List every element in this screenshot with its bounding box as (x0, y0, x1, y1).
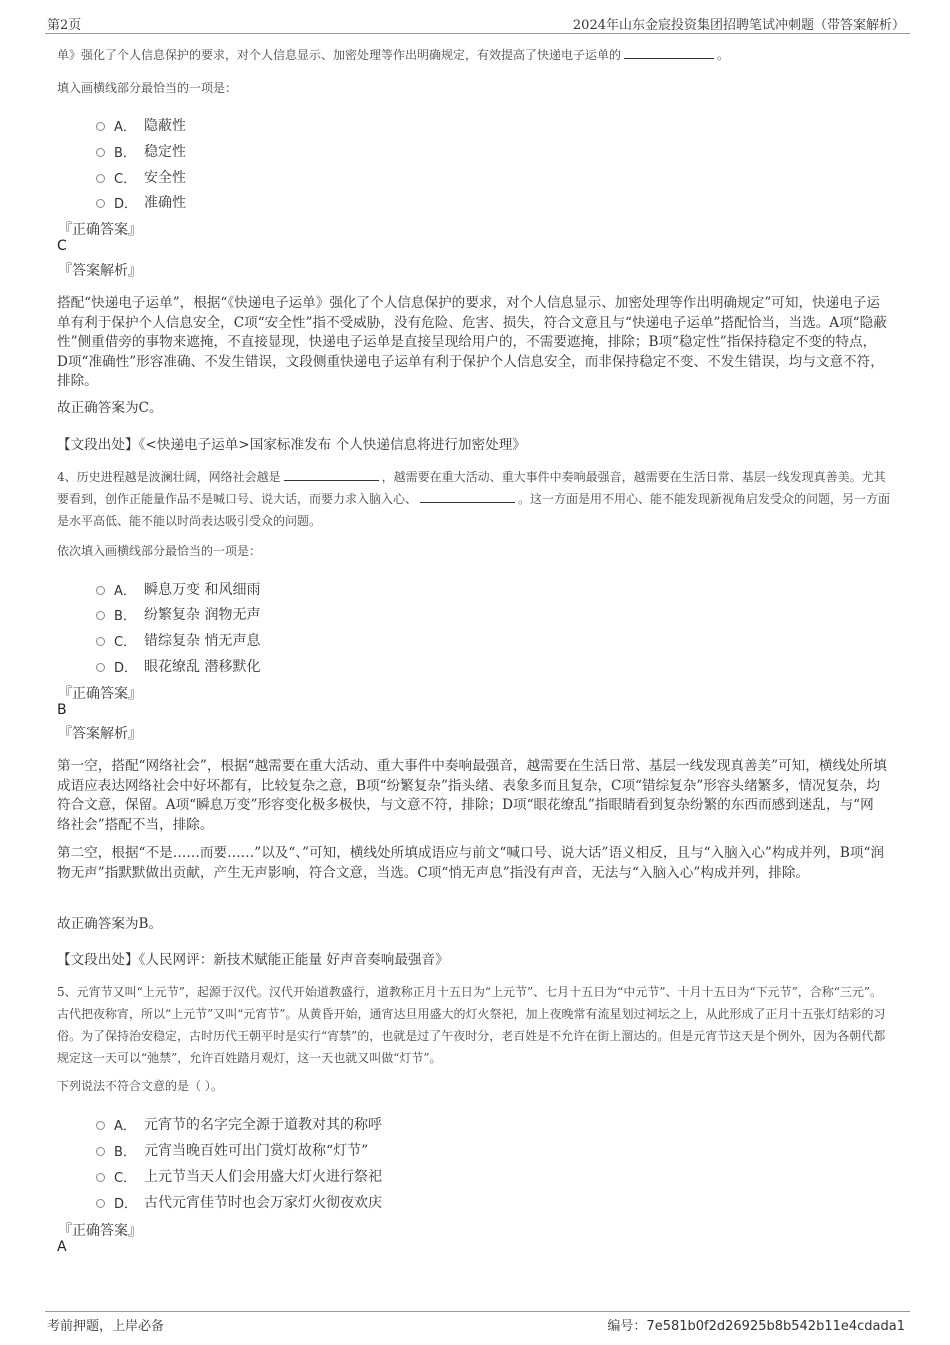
page-number: 第2页 (47, 18, 82, 33)
footer-code-value: 7e581b0f2d26925b8b542b11e4cdada1 (646, 1319, 905, 1334)
q5-option-c[interactable] (96, 1166, 382, 1186)
option-letter: A． (114, 1118, 136, 1134)
q3-prompt: 填入画横线部分最恰当的一项是： (57, 81, 238, 95)
document-title: 2024年山东金宸投资集团招聘笔试冲刺题（带答案解析） (572, 18, 905, 33)
option-letter: D． (114, 196, 138, 212)
radio-icon[interactable] (96, 637, 105, 646)
option-text: 眼花缭乱 潜移默化 (144, 659, 261, 675)
q5-answer-label: 『正确答案』 (58, 1223, 142, 1239)
footer-slogan: 考前押题，上岸必备 (47, 1319, 165, 1334)
option-text: 元宵当晚百姓可出门赏灯故称“灯节” (144, 1143, 369, 1159)
radio-icon[interactable] (96, 199, 105, 208)
option-letter: A． (114, 119, 136, 135)
q5-prompt: 下列说法不符合文意的是（ ）。 (57, 1079, 223, 1093)
q4-stem-part3: 。这一方面是用不用心、能不能发现新视角启发受众的问题，另一方面是水平高低、能不能以时尚表达吸引受众的问题。 (57, 492, 891, 528)
radio-icon[interactable] (96, 1147, 105, 1156)
option-letter: D． (114, 1196, 138, 1212)
footer-code (607, 1315, 905, 1334)
q5-answer: A (57, 1239, 67, 1255)
q5-option-a[interactable] (96, 1114, 382, 1134)
radio-icon[interactable] (96, 1121, 105, 1130)
q3-answer-label: 『正确答案』 (58, 222, 142, 238)
q5-option-b[interactable] (96, 1140, 368, 1160)
q4-stem-part1: 4、历史进程越是波澜壮阔，网络社会越是 (57, 470, 281, 484)
option-letter: C． (114, 1170, 137, 1186)
q4-analysis-1: 第一空，搭配“网络社会”，根据“越需要在重大活动、重大事件中奏响最强音，越需要在生活日常、基层一线发现真善美”可知，横线处所填成语应表达网络社会中好坏都有，比较复杂之意，B项“纷繁复杂”指头绪、表象多而且复杂，C项“错综复杂”形容头绪繁多，情况复杂，均符合文意，保留。A项“瞬息万变”形容变化极多极快，与文意不符，排除；D项“眼花缭乱”指眼睛看到复杂纷繁的东西而感到迷乱，与“网络社会”搭配不当，排除。 (57, 758, 887, 833)
q4-option-c[interactable] (96, 630, 260, 650)
option-text: 隐蔽性 (144, 118, 186, 134)
radio-icon[interactable] (96, 586, 105, 595)
radio-icon[interactable] (96, 1173, 105, 1182)
q4-prompt: 依次填入画横线部分最恰当的一项是： (57, 544, 262, 558)
radio-icon[interactable] (96, 663, 105, 672)
q4-blank-2 (420, 490, 515, 503)
option-letter: D． (114, 660, 138, 676)
q3-conclusion: 故正确答案为C。 (57, 400, 163, 416)
q3-option-a[interactable] (96, 115, 186, 135)
option-text: 准确性 (144, 195, 186, 211)
radio-icon[interactable] (96, 174, 105, 183)
q3-stem-text: 单》强化了个人信息保护的要求，对个人信息显示、加密处理等作出明确规定，有效提高了快递电子运单的 (57, 48, 622, 62)
q4-blank-1 (284, 468, 379, 481)
q4-analysis-label: 『答案解析』 (58, 726, 142, 742)
q3-option-c[interactable] (96, 167, 186, 187)
footer-code-label: 编号： (607, 1319, 647, 1334)
option-text: 古代元宵佳节时也会万家灯火彻夜欢庆 (144, 1195, 382, 1211)
header-divider (45, 33, 910, 34)
option-letter: A． (114, 583, 136, 599)
q3-stem-end: 。 (717, 48, 730, 62)
option-letter: C． (114, 171, 137, 187)
q3-source: 【文段出处】《<快递电子运单>国家标准发布 个人快递信息将进行加密处理》 (57, 437, 526, 453)
q4-stem-part2: ，越需要在重大活动、重大事件中奏响最强音，越需要在生活日常、基层一线发现真善美。尤其要看到，创作正能量作品不是喊口号、说大话，而要力求入脑入心、 (57, 470, 886, 506)
q3-stem (57, 44, 893, 66)
radio-icon[interactable] (96, 611, 105, 620)
option-letter: B． (114, 1144, 136, 1160)
option-text: 纷繁复杂 润物无声 (144, 607, 261, 623)
q4-answer-label: 『正确答案』 (58, 686, 142, 702)
q3-answer: C (57, 238, 67, 254)
option-text: 瞬息万变 和风细雨 (144, 582, 261, 598)
option-text: 上元节当天人们会用盛大灯火进行祭祀 (144, 1169, 382, 1185)
q4-option-a[interactable] (96, 579, 260, 599)
q4-option-b[interactable] (96, 604, 260, 624)
option-text: 稳定性 (144, 144, 186, 160)
option-letter: B． (114, 608, 136, 624)
q3-analysis: 搭配“快递电子运单”，根据“《快递电子运单》强化了个人信息保护的要求，对个人信息显示、加密处理等作出明确规定”可知，快递电子运单有利于保护个人信息安全，C项“安全性”指不受威胁，没有危险、危害、损失，符合文意且与“快递电子运单”搭配恰当，当选。A项“隐蔽性”侧重借旁的事物来遮掩，不直接显现，快递电子运单是直接呈现给用户的，不需要遮掩，排除；B项“稳定性”指保持稳定不变的特点，D项“准确性”形容准确、不发生错误，文段侧重快递电子运单有利于保护个人信息安全，而非保持稳定不变、不发生错误，均与文意不符，排除。 (57, 295, 887, 389)
q4-conclusion: 故正确答案为B。 (57, 916, 163, 932)
q4-answer: B (57, 702, 67, 718)
q4-option-d[interactable] (96, 656, 260, 676)
radio-icon[interactable] (96, 122, 105, 131)
option-text: 元宵节的名字完全源于道教对其的称呼 (144, 1117, 382, 1133)
q3-analysis-label: 『答案解析』 (58, 263, 142, 279)
q5-option-d[interactable] (96, 1192, 382, 1212)
q5-stem: 5、元宵节又叫“上元节”，起源于汉代。汉代开始道教盛行，道教称正月十五日为“上元节”、七月十五日为“中元节”、十月十五日为“下元节”，合称“三元”。古代把夜称宵，所以“上元节”又叫“元宵节”。从黄昏开始，通宵达旦用盛大的灯火祭祀，加上夜晚常有流星划过祠坛之上，从此形成了正月十五张灯结彩的习俗。为了保持治安稳定，古时历代王朝平时是实行“宵禁”的，也就是过了午夜时分，老百姓是不允许在街上溜达的。但是元宵节这天是个例外，因为各朝代都规定这一天可以“弛禁”，允许百姓踏月观灯，这一天也就又叫做“灯节”。 (57, 985, 886, 1065)
footer-divider (45, 1311, 910, 1312)
q4-analysis-2: 第二空，根据“不是……而要……”以及“、”可知，横线处所填成语应与前文“喊口号、说大话”语义相反，且与“入脑入心”构成并列，B项“润物无声”指默默做出贡献，产生无声影响，符合文意，当选。C项“悄无声息”指没有声音，无法与“入脑入心”构成并列，排除。 (57, 845, 884, 881)
radio-icon[interactable] (96, 1199, 105, 1208)
q4-source: 【文段出处】《人民网评：新技术赋能正能量 好声音奏响最强音》 (57, 952, 449, 968)
option-text: 错综复杂 悄无声息 (144, 633, 261, 649)
option-letter: C． (114, 634, 137, 650)
q3-option-d[interactable] (96, 192, 186, 212)
option-letter: B． (114, 145, 136, 161)
option-text: 安全性 (144, 170, 186, 186)
q3-option-b[interactable] (96, 141, 186, 161)
radio-icon[interactable] (96, 148, 105, 157)
q3-blank (624, 46, 714, 59)
q4-stem (57, 466, 893, 532)
